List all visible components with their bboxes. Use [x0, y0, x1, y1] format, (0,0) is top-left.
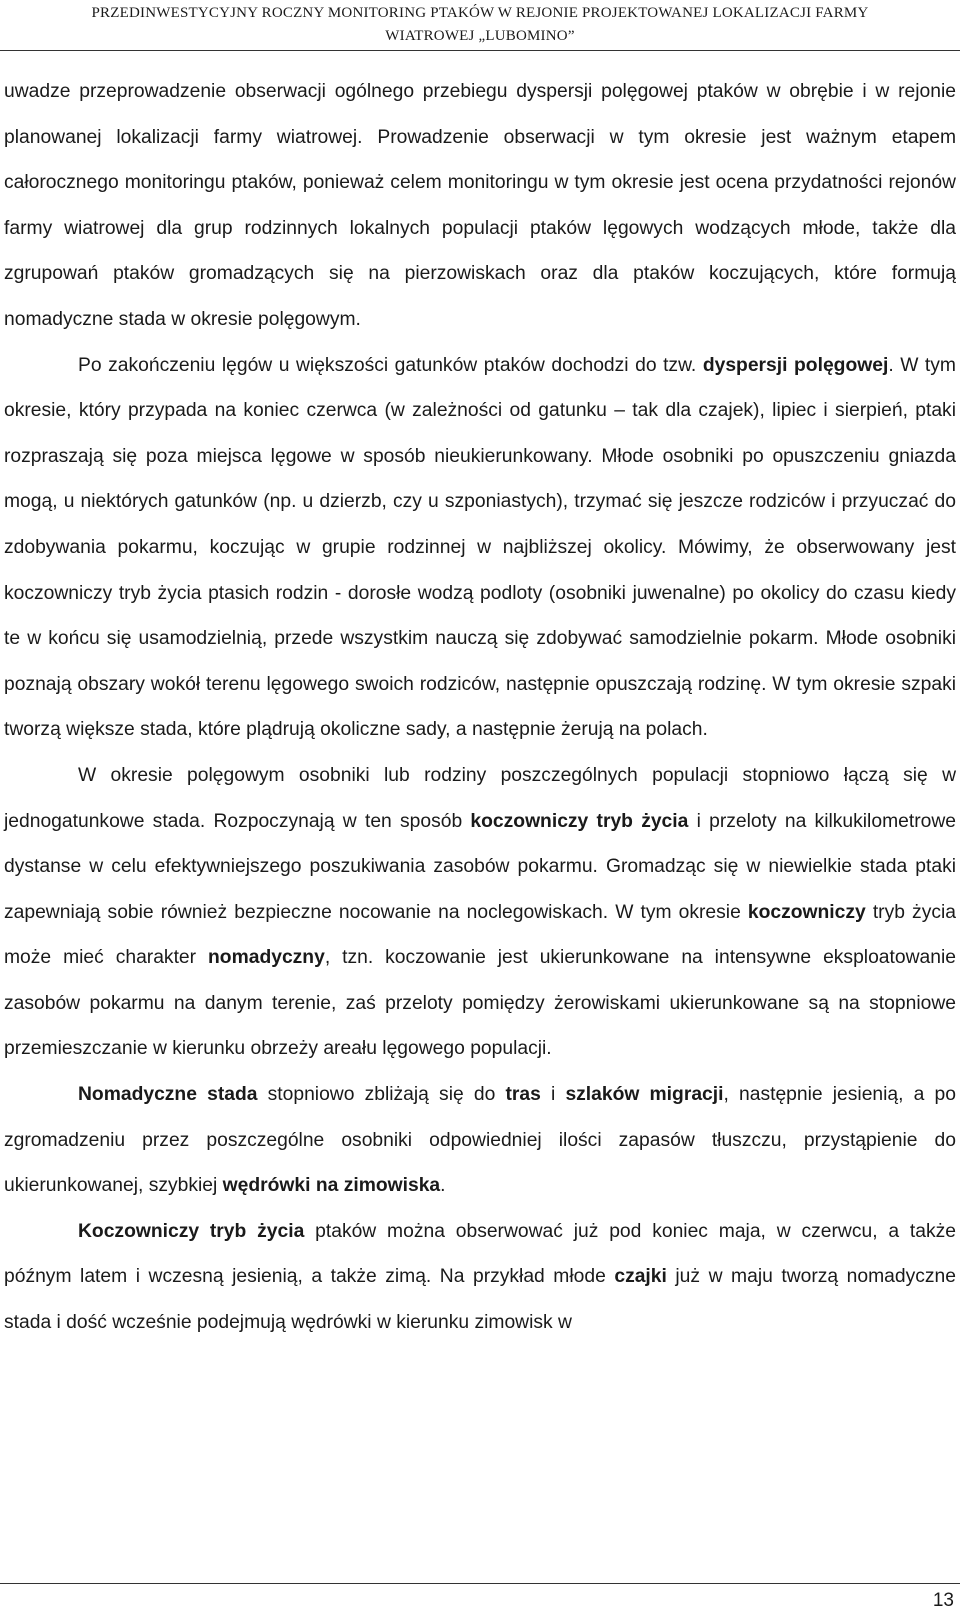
text-run: i — [540, 1084, 566, 1106]
bold-term: Koczowniczy tryb życia — [78, 1220, 305, 1242]
document-body — [4, 69, 956, 1346]
paragraph — [4, 753, 956, 1072]
paragraph — [4, 1072, 956, 1209]
bold-term: nomadyczny — [208, 947, 325, 969]
text-run: W okresie polęgowym osobniki lub rodziny poszczególnych populacji stopniowo łączą się w jednogatunkowe stada. Rozpoczynają w ten sposób — [4, 764, 956, 832]
text-run: ptaków można obserwować już pod koniec maja, w czerwcu, a także późnym latem i wczesną jesienią, a także zimą. Na przykład młode — [4, 1220, 957, 1288]
paragraph — [4, 69, 956, 343]
text-run: tryb życia może mieć charakter — [4, 901, 956, 969]
running-header — [0, 2, 960, 48]
text-run: , tzn. koczowanie jest ukierunkowane na intensywne eksploatowanie zasobów pokarmu na danym terenie, zaś przeloty pomiędzy żerowiskami ukierunkowane są na stopniowe przemieszczanie w kierunku obrzeży areału lęgowego populacji. — [4, 947, 956, 1060]
header-rule — [0, 50, 960, 51]
text-run: i przeloty na kilkukilometrowe dystanse w celu efektywniejszego poszukiwania zasobów pokarmu. Gromadząc się w niewielkie stada ptaki zapewniają sobie również bezpieczne nocowanie na noclegowiskach. W tym okresie — [4, 810, 956, 923]
page-number: 13 — [932, 1590, 954, 1611]
bold-term: koczowniczy tryb życia — [470, 810, 689, 832]
text-run: . — [440, 1175, 446, 1197]
paragraph — [4, 343, 956, 753]
bold-term: Nomadyczne stada — [78, 1084, 258, 1106]
text-run: już w maju tworzą nomadyczne stada i dość wcześnie podejmują wędrówki w kierunku zimowisk w — [4, 1266, 956, 1334]
text-run: . W tym okresie, który przypada na koniec czerwca (w zależności od gatunku – tak dla czajek), lipiec i sierpień, ptaki rozpraszają się poza miejsca lęgowe w sposób nieukierunkowany. Młode osobniki po opuszczeniu gniazda mogą, u niektórych gatunków (np. u dzierzb, czy u szponiastych), trzymać się jeszcze rodziców i przyuczać do zdobywania pokarmu, koczując w grupie rodzinnej w najbliższej okolicy. Mówimy, że obserwowany jest koczowniczy tryb życia ptasich rodzin - dorosłe wodzą podloty (osobniki juwenalne) po okolicy do czasu kiedy te w końcu się usamodzielnią, przede wszystkim nauczą się zdobywać samodzielnie pokarm. Młode osobniki poznają obszary wokół terenu lęgowego swoich rodziców, następnie opuszczają rodzinę. W tym okresie szpaki tworzą większe stada, które plądrują okoliczne sady, a następnie żerują na polach. — [4, 354, 956, 741]
text-run: , następnie jesienią, a po zgromadzeniu przez poszczególne osobniki odpowiedniej ilości zapasów tłuszczu, przystąpienie do ukierunkowanej, szybkiej — [4, 1084, 956, 1197]
bold-term: tras — [505, 1084, 541, 1106]
text-run: uwadze przeprowadzenie obserwacji ogólnego przebiegu dyspersji polęgowej ptaków w obrębie i w rejonie planowanej lokalizacji farmy wiatrowej. Prowadzenie obserwacji w tym okresie jest ważnym etapem całorocznego monitoringu ptaków, ponieważ celem monitoringu w tym okresie jest ocena przydatności rejonów farmy wiatrowej dla grup rodzinnych lokalnych populacji ptaków lęgowych wodzących młode, także dla zgrupowań ptaków gromadzących się na pierzowiskach oraz dla ptaków koczujących, które formują nomadyczne stada w okresie polęgowym. — [4, 81, 956, 330]
bold-term: koczowniczy — [747, 901, 866, 923]
bold-term: czajki — [614, 1266, 667, 1288]
text-run: stopniowo zbliżają się do — [257, 1084, 506, 1106]
paragraph — [4, 1209, 956, 1346]
bold-term: szlaków migracji — [565, 1084, 724, 1106]
running-header-line-2: WIATROWEJ „LUBOMINO” — [385, 28, 575, 44]
text-run: Po zakończeniu lęgów u większości gatunków ptaków dochodzi do tzw. — [78, 354, 703, 376]
footer-rule — [0, 1583, 960, 1584]
bold-term: dyspersji polęgowej — [702, 354, 889, 376]
running-header-line-1: PRZEDINWESTYCYJNY ROCZNY MONITORING PTAKÓW W REJONIE PROJEKTOWANEJ LOKALIZACJI FARMY — [91, 5, 869, 21]
bold-term: wędrówki na zimowiska — [222, 1175, 441, 1197]
